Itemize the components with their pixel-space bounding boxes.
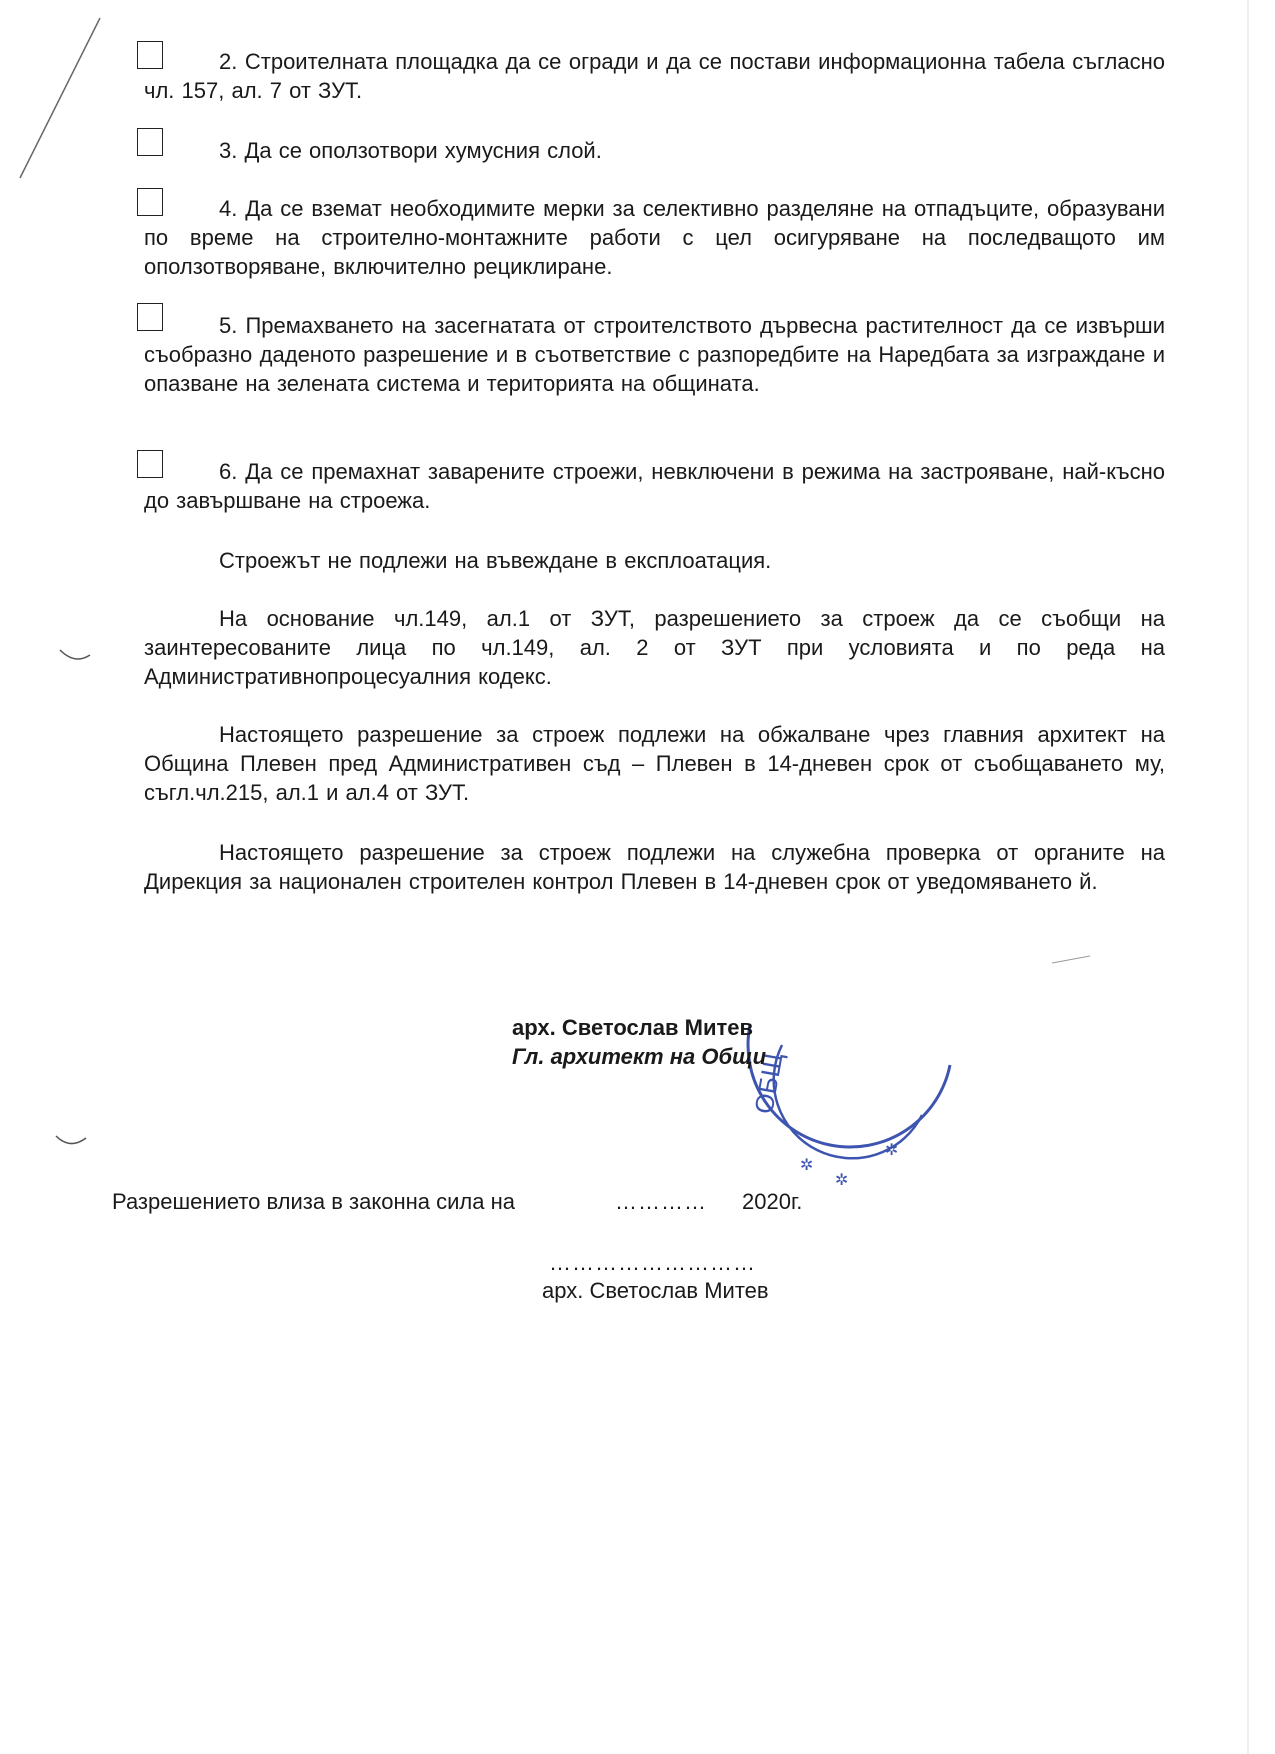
- svg-text:ОБЩ: ОБЩ: [748, 1050, 789, 1117]
- paragraph-appeal: Настоящето разрешение за строеж подлежи на обжалване чрез главния архитект на Община Плевен пред Административен съд – Плевен в 14-дневен срок от съобщаването му, съгл.чл.215, ал.1 и ал.4 от ЗУТ.: [144, 722, 1165, 805]
- condition-checkbox[interactable]: [137, 188, 163, 216]
- svg-text:✲: ✲: [800, 1155, 814, 1174]
- condition-checkbox[interactable]: [137, 41, 163, 69]
- punch-hole-mark: [56, 1136, 86, 1144]
- effective-date-label: Разрешението влиза в законна сила на: [112, 1189, 515, 1214]
- paragraph-notification: На основание чл.149, ал.1 от ЗУТ, разрешението за строеж да се съобщи на заинтересованите лица по чл.149, ал. 2 от ЗУТ при условията и по реда на Административнопроцесуалния кодекс.: [144, 606, 1165, 689]
- condition-item: [144, 47, 1165, 105]
- condition-text: 6. Да се премахнат заварените строежи, невключени в режима на застрояване, най-късно до завършване на строежа.: [144, 459, 1165, 513]
- condition-text: 3. Да се оползотвори хумусния слой.: [219, 138, 602, 163]
- condition-text: 2. Строителната площадка да се огради и да се постави информационна табела съгласно чл. 157, ал. 7 от ЗУТ.: [144, 49, 1165, 103]
- condition-checkbox[interactable]: [137, 303, 163, 331]
- stamp-seal: [720, 1005, 960, 1215]
- signatory-title: Гл. архитект на Общи: [512, 1044, 767, 1069]
- condition-text: 5. Премахването на засегнатата от строителството дървесна растителност да се извърши съобразно даденото разрешение и в съответствие с разпоредбите на Наредбата за изграждане и опазване на зелената система и територията на общината.: [144, 313, 1165, 396]
- svg-text:✲: ✲: [885, 1140, 899, 1159]
- condition-item: [144, 311, 1165, 398]
- punch-hole-mark: [60, 650, 90, 659]
- condition-text: 4. Да се вземат необходимите мерки за селективно разделяне на отпадъците, образувани по време на строително-монтажните работи с цел осигуряване на последващото им оползотворяване, включително рециклиране.: [144, 196, 1165, 279]
- svg-text:✲: ✲: [835, 1170, 849, 1189]
- condition-item: [144, 457, 1165, 515]
- effective-date-blank: …………: [615, 1189, 707, 1214]
- paragraph-inspection: Настоящето разрешение за строеж подлежи на служебна проверка от органите на Дирекция за национален строителен контрол Плевен в 14-дневен срок от уведомяването й.: [144, 840, 1165, 894]
- signatory-name: арх. Светослав Митев: [512, 1015, 754, 1040]
- condition-item: [144, 194, 1165, 281]
- signature-line: ………………………: [549, 1250, 756, 1275]
- effective-date-year: 2020г.: [742, 1189, 803, 1214]
- condition-checkbox[interactable]: [137, 128, 163, 156]
- footer-signatory-name: арх. Светослав Митев: [542, 1278, 769, 1303]
- paragraph-no-commissioning: Строежът не подлежи на въвеждане в експлоатация.: [219, 548, 772, 573]
- condition-item: [144, 136, 1165, 165]
- condition-checkbox[interactable]: [137, 450, 163, 478]
